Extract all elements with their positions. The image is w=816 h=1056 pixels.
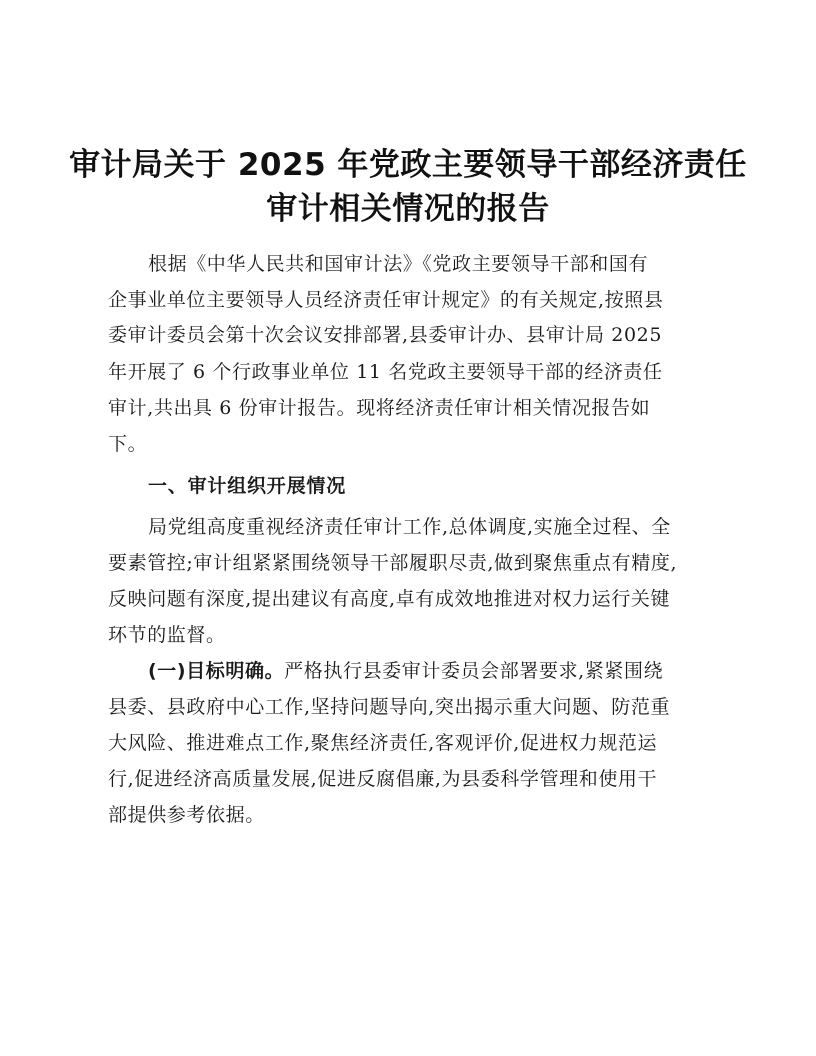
report-title-line-1: 审计局关于 2025 年党政主要领导干部经济责任 <box>69 147 747 183</box>
intro-line-5: 审计,共出具 6 份审计报告。现将经济责任审计相关情况报告如 <box>108 397 651 419</box>
intro-line-2: 企事业单位主要领导人员经济责任审计规定》的有关规定,按照县 <box>108 289 664 311</box>
item1-line-2: 县委、县政府中心工作,坚持问题导向,突出揭示重大问题、防范重 <box>108 696 671 718</box>
section-heading: 一、审计组织开展情况 <box>148 475 347 497</box>
intro-line-3: 委审计委员会第十次会议安排部署,县委审计办、县审计局 2025 <box>108 324 663 346</box>
report-title-line-2: 审计相关情况的报告 <box>266 191 550 227</box>
item1-label: (一)目标明确。 <box>148 660 285 682</box>
intro-line-6: 下。 <box>108 433 148 455</box>
section1-line-2: 要素管控;审计组紧紧围绕领导干部履职尽责,做到聚焦重点有精度, <box>108 552 678 574</box>
item1-line-1 <box>148 659 763 683</box>
item1-first-text: 严格执行县委审计委员会部署要求,紧紧围绕 <box>284 660 664 682</box>
item1-line-4: 行,促进经济高质量发展,促进反腐倡廉,为县委科学管理和使用干 <box>108 768 658 790</box>
section1-line-4: 环节的监督。 <box>108 624 226 646</box>
section1-line-1: 局党组高度重视经济责任审计工作,总体调度,实施全过程、全 <box>148 516 671 538</box>
intro-line-1: 根据《中华人民共和国审计法》《党政主要领导干部和国有 <box>148 253 649 275</box>
intro-line-4: 年开展了 6 个行政事业单位 11 名党政主要领导干部的经济责任 <box>108 361 663 383</box>
item1-line-3: 大风险、推进难点工作,聚焦经济责任,客观评价,促进权力规范运 <box>108 732 658 754</box>
section1-line-3: 反映问题有深度,提出建议有高度,卓有成效地推进对权力运行关键 <box>108 588 671 610</box>
item1-line-5: 部提供参考依据。 <box>108 804 265 826</box>
